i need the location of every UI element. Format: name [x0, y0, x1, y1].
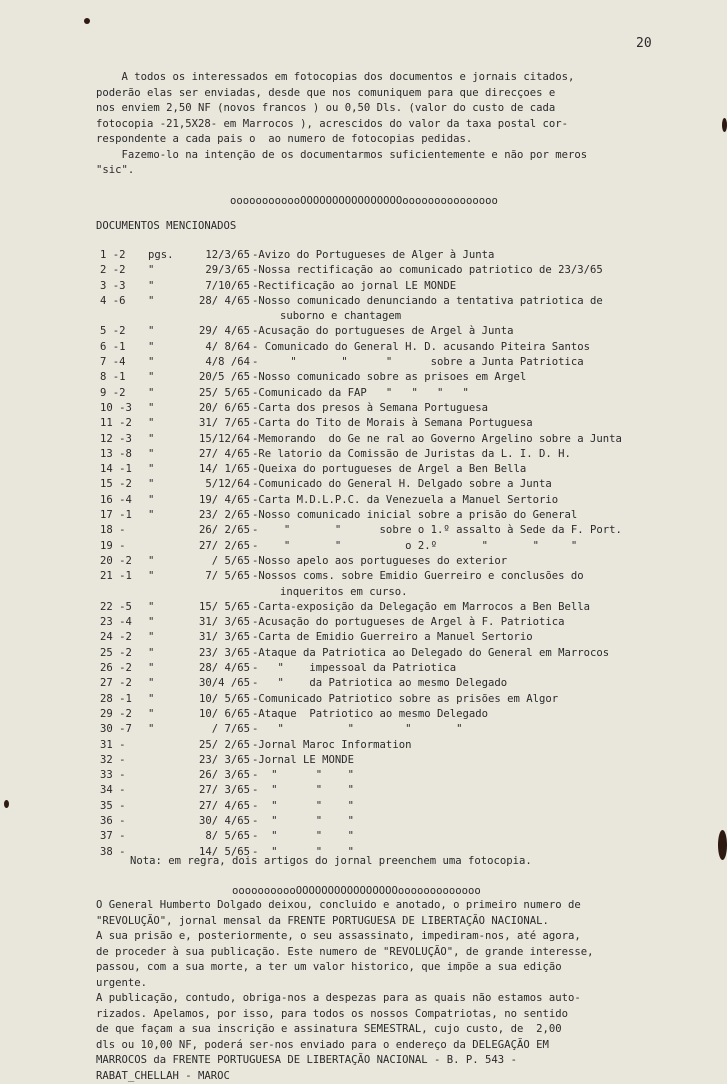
doc-number: 37 - [100, 829, 148, 844]
doc-date: 29/3/65 [194, 263, 250, 278]
document-row [100, 676, 710, 691]
doc-date: 31/ 3/65 [194, 615, 250, 630]
closing-line: rizados. Apelamos, por isso, para todos os nossos Compatriotas, no sentido [96, 1007, 593, 1023]
doc-date: 31/ 3/65 [194, 630, 250, 645]
doc-number: 28 -1 [100, 692, 148, 707]
doc-number: 32 - [100, 753, 148, 768]
paper-stain [722, 118, 727, 132]
closing-line: A publicação, contudo, obriga-nos a despezas para as quais não estamos auto- [96, 991, 593, 1007]
doc-date: 19/ 4/65 [194, 493, 250, 508]
doc-number: 33 - [100, 768, 148, 783]
doc-pages: " [148, 692, 176, 707]
doc-date: / 5/65 [194, 554, 250, 569]
doc-date: 7/ 5/65 [194, 569, 250, 584]
doc-date: 7/10/65 [194, 279, 250, 294]
document-row [100, 386, 710, 401]
doc-number: 22 -5 [100, 600, 148, 615]
page-number: 20 [636, 36, 652, 51]
doc-description: - " " " [252, 783, 712, 798]
document-row [100, 447, 710, 462]
doc-pages: " [148, 416, 176, 431]
doc-description: - " " " [252, 814, 712, 829]
doc-description: -Ataque Patriotico ao mesmo Delegado [252, 707, 712, 722]
doc-description: -Ataque da Patriotica ao Delegado do General em Marrocos [252, 646, 712, 661]
intro-line: "sic". [96, 163, 587, 179]
document-row [100, 707, 710, 722]
doc-number: 26 -2 [100, 661, 148, 676]
doc-description: -Jornal LE MONDE [252, 753, 712, 768]
doc-date: 27/ 4/65 [194, 799, 250, 814]
doc-description: -Carta dos presos à Semana Portuguesa [252, 401, 712, 416]
doc-number: 13 -8 [100, 447, 148, 462]
document-row [100, 722, 710, 737]
intro-line: Fazemo-lo na intenção de os documentarmos suficientemente e não por meros [96, 148, 587, 164]
doc-number: 19 - [100, 539, 148, 554]
doc-number: 27 -2 [100, 676, 148, 691]
doc-number: 21 -1 [100, 569, 148, 584]
intro-line: poderão elas ser enviadas, desde que nos comuniquem para que direcçoes e [96, 86, 587, 102]
intro-line: nos enviem 2,50 NF (novos francos ) ou 0,50 Dls. (valor do custo de cada [96, 101, 587, 117]
document-row [100, 263, 710, 278]
doc-date: 30/4 /65 [194, 676, 250, 691]
doc-number: 31 - [100, 738, 148, 753]
doc-pages: " [148, 432, 176, 447]
closing-line: MARROCOS da FRENTE PORTUGUESA DE LIBERTAÇÃO NACIONAL - B. P. 543 - [96, 1053, 593, 1069]
doc-pages: " [148, 263, 176, 278]
doc-pages: " [148, 569, 176, 584]
doc-description: -Carta do Tito de Morais à Semana Portuguesa [252, 416, 712, 431]
doc-number: 9 -2 [100, 386, 148, 401]
doc-description-continued: suborno e chantagem [100, 309, 710, 324]
doc-date: 20/ 6/65 [194, 401, 250, 416]
doc-date: 4/8 /64 [194, 355, 250, 370]
doc-description: - " " " " [252, 722, 712, 737]
separator-line: oooooooooooOOOOOOOOOOOOOOOOooooooooooooooo [230, 195, 498, 207]
closing-line: O General Humberto Dolgado deixou, concluido e anotado, o primeiro numero de [96, 898, 593, 914]
doc-date: / 7/65 [194, 722, 250, 737]
doc-date: 27/ 3/65 [194, 783, 250, 798]
document-row [100, 692, 710, 707]
doc-pages: " [148, 355, 176, 370]
doc-number: 16 -4 [100, 493, 148, 508]
closing-line: urgente. [96, 976, 593, 992]
doc-number: 8 -1 [100, 370, 148, 385]
doc-description: -Comunicado do General H. Delgado sobre a Junta [252, 477, 712, 492]
doc-pages: " [148, 615, 176, 630]
doc-pages: " [148, 493, 176, 508]
doc-description: -Re latorio da Comissão de Juristas da L. I. D. H. [252, 447, 712, 462]
doc-number: 34 - [100, 783, 148, 798]
doc-pages: " [148, 386, 176, 401]
doc-pages: " [148, 279, 176, 294]
doc-number: 7 -4 [100, 355, 148, 370]
doc-number: 10 -3 [100, 401, 148, 416]
closing-line: RABAT_CHELLAH - MAROC [96, 1069, 593, 1084]
doc-date: 25/ 5/65 [194, 386, 250, 401]
doc-number: 1 -2 [100, 248, 148, 263]
doc-description: -Nossos coms. sobre Emidio Guerreiro e conclusões do [252, 569, 712, 584]
doc-description: - " " o 2.º " " " [252, 539, 712, 554]
doc-pages: " [148, 294, 176, 309]
doc-date: 10/ 5/65 [194, 692, 250, 707]
doc-date: 29/ 4/65 [194, 324, 250, 339]
intro-paragraph [96, 70, 587, 179]
doc-description: -Rectificação ao jornal LE MONDE [252, 279, 712, 294]
doc-date: 27/ 4/65 [194, 447, 250, 462]
doc-date: 12/3/65 [194, 248, 250, 263]
document-row [100, 646, 710, 661]
doc-description: -Queixa do portugueses de Argel a Ben Bella [252, 462, 712, 477]
document-row [100, 615, 710, 630]
doc-description: -Carta M.D.L.P.C. da Venezuela a Manuel Sertorio [252, 493, 712, 508]
doc-date: 28/ 4/65 [194, 294, 250, 309]
document-row [100, 814, 710, 829]
doc-number: 20 -2 [100, 554, 148, 569]
doc-description: - " " " [252, 799, 712, 814]
doc-date: 10/ 6/65 [194, 707, 250, 722]
doc-number: 30 -7 [100, 722, 148, 737]
intro-line: fotocopia -21,5X28- em Marrocos ), acrescidos do valor da taxa postal cor- [96, 117, 587, 133]
document-row [100, 768, 710, 783]
intro-line: respondente a cada pais o ao numero de fotocopias pedidas. [96, 132, 587, 148]
document-row [100, 738, 710, 753]
doc-date: 23/ 3/65 [194, 753, 250, 768]
doc-number: 2 -2 [100, 263, 148, 278]
doc-date: 26/ 2/65 [194, 523, 250, 538]
doc-pages: " [148, 722, 176, 737]
doc-date: 14/ 5/65 [194, 845, 250, 860]
doc-number: 17 -1 [100, 508, 148, 523]
doc-description: - Comunicado do General H. D. acusando Piteira Santos [252, 340, 712, 355]
doc-description: -Comunicado Patriotico sobre as prisões em Algor [252, 692, 712, 707]
doc-date: 27/ 2/65 [194, 539, 250, 554]
doc-description: - " " " [252, 845, 712, 860]
closing-line: de proceder à sua publicação. Este numero de "REVOLUÇÃO", de grande interesse, [96, 945, 593, 961]
doc-number: 15 -2 [100, 477, 148, 492]
doc-description: -Memorando do Ge ne ral ao Governo Argelino sobre a Junta [252, 432, 712, 447]
doc-description: -Avizo do Portugueses de Alger à Junta [252, 248, 712, 263]
doc-pages: " [148, 477, 176, 492]
doc-number: 6 -1 [100, 340, 148, 355]
doc-description: - " " sobre o 1.º assalto à Sede da F. Port. [252, 523, 712, 538]
doc-pages: " [148, 447, 176, 462]
doc-date: 23/ 2/65 [194, 508, 250, 523]
doc-date: 4/ 8/64 [194, 340, 250, 355]
doc-number: 4 -6 [100, 294, 148, 309]
doc-date: 28/ 4/65 [194, 661, 250, 676]
document-row [100, 508, 710, 523]
doc-date: 20/5 /65 [194, 370, 250, 385]
doc-pages: " [148, 600, 176, 615]
paper-stain [718, 830, 727, 860]
document-row [100, 554, 710, 569]
document-row [100, 630, 710, 645]
doc-number: 25 -2 [100, 646, 148, 661]
doc-date: 15/12/64 [194, 432, 250, 447]
footnote: Nota: em regra, dois artigos do jornal preenchem uma fotocopia. [130, 855, 532, 867]
doc-pages: " [148, 707, 176, 722]
document-row [100, 416, 710, 431]
doc-date: 25/ 2/65 [194, 738, 250, 753]
document-row [100, 539, 710, 554]
doc-number: 12 -3 [100, 432, 148, 447]
doc-number: 24 -2 [100, 630, 148, 645]
doc-description: - " impessoal da Patriotica [252, 661, 712, 676]
doc-description: - " " " [252, 768, 712, 783]
document-row [100, 355, 710, 370]
document-row [100, 248, 710, 263]
document-list [100, 248, 710, 860]
doc-description: -Comunicado da FAP " " " " [252, 386, 712, 401]
closing-paragraph [96, 898, 593, 1084]
doc-description: -Nossa rectificação ao comunicado patriotico de 23/3/65 [252, 263, 712, 278]
doc-description-continued: inqueritos em curso. [100, 585, 710, 600]
document-row [100, 462, 710, 477]
doc-date: 23/ 3/65 [194, 646, 250, 661]
doc-description: -Carta-exposição da Delegação em Marrocos a Ben Bella [252, 600, 712, 615]
document-row [100, 279, 710, 294]
intro-line: A todos os interessados em fotocopias dos documentos e jornais citados, [96, 70, 587, 86]
section-heading: DOCUMENTOS MENCIONADOS [96, 220, 236, 232]
doc-number: 18 - [100, 523, 148, 538]
doc-number: 3 -3 [100, 279, 148, 294]
doc-description: - " da Patriotica ao mesmo Delegado [252, 676, 712, 691]
paper-stain [4, 800, 9, 808]
doc-number: 5 -2 [100, 324, 148, 339]
doc-pages: " [148, 370, 176, 385]
doc-pages: " [148, 554, 176, 569]
closing-line: de que façam a sua inscrição e assinatura SEMESTRAL, cujo custo, de 2,00 [96, 1022, 593, 1038]
closing-line: A sua prisão e, posteriormente, o seu assassinato, impediram-nos, até agora, [96, 929, 593, 945]
doc-date: 30/ 4/65 [194, 814, 250, 829]
document-row [100, 370, 710, 385]
paper-stain [84, 18, 90, 24]
document-row [100, 294, 710, 309]
doc-pages: " [148, 401, 176, 416]
doc-pages: " [148, 646, 176, 661]
document-row [100, 799, 710, 814]
doc-number: 14 -1 [100, 462, 148, 477]
doc-description: -Nosso comunicado inicial sobre a prisão do General [252, 508, 712, 523]
doc-date: 15/ 5/65 [194, 600, 250, 615]
doc-description: - " " " [252, 829, 712, 844]
doc-number: 11 -2 [100, 416, 148, 431]
doc-description: -Acusação do portugueses de Argel à F. Patriotica [252, 615, 712, 630]
doc-pages: pgs. [148, 248, 176, 263]
doc-pages: " [148, 462, 176, 477]
document-row [100, 783, 710, 798]
doc-pages: " [148, 661, 176, 676]
closing-line: dls ou 10,00 NF, poderá ser-nos enviado para o endereço da DELEGAÇÃO EM [96, 1038, 593, 1054]
document-row [100, 829, 710, 844]
separator-line: ooooooooooOOOOOOOOOOOOOOOOooooooooooooo [232, 885, 481, 897]
document-row [100, 477, 710, 492]
doc-pages: " [148, 324, 176, 339]
document-row [100, 753, 710, 768]
doc-pages: " [148, 676, 176, 691]
doc-pages: " [148, 630, 176, 645]
doc-pages: " [148, 340, 176, 355]
doc-description: -Nosso comunicado sobre as prisoes em Argel [252, 370, 712, 385]
doc-date: 8/ 5/65 [194, 829, 250, 844]
document-row [100, 569, 710, 584]
doc-description: -Carta de Emidio Guerreiro a Manuel Sertorio [252, 630, 712, 645]
doc-pages: " [148, 508, 176, 523]
closing-line: passou, com a sua morte, a ter um valor historico, que impõe a sua edição [96, 960, 593, 976]
doc-date: 31/ 7/65 [194, 416, 250, 431]
doc-number: 38 - [100, 845, 148, 860]
doc-number: 36 - [100, 814, 148, 829]
document-row [100, 523, 710, 538]
doc-number: 35 - [100, 799, 148, 814]
doc-date: 26/ 3/65 [194, 768, 250, 783]
document-row [100, 600, 710, 615]
doc-description: - " " " sobre a Junta Patriotica [252, 355, 712, 370]
document-row [100, 340, 710, 355]
doc-number: 29 -2 [100, 707, 148, 722]
doc-date: 14/ 1/65 [194, 462, 250, 477]
closing-line: "REVOLUÇÃO", jornal mensal da FRENTE PORTUGUESA DE LIBERTAÇÃO NACIONAL. [96, 914, 593, 930]
document-row [100, 432, 710, 447]
doc-description: -Nosso apelo aos portugueses do exterior [252, 554, 712, 569]
doc-description: -Acusação do portugueses de Argel à Junta [252, 324, 712, 339]
doc-date: 5/12/64 [194, 477, 250, 492]
doc-description: -Nosso comunicado denunciando a tentativa patriotica de [252, 294, 712, 309]
document-row [100, 493, 710, 508]
document-row [100, 324, 710, 339]
doc-number: 23 -4 [100, 615, 148, 630]
document-row [100, 401, 710, 416]
doc-description: -Jornal Maroc Information [252, 738, 712, 753]
document-row [100, 661, 710, 676]
